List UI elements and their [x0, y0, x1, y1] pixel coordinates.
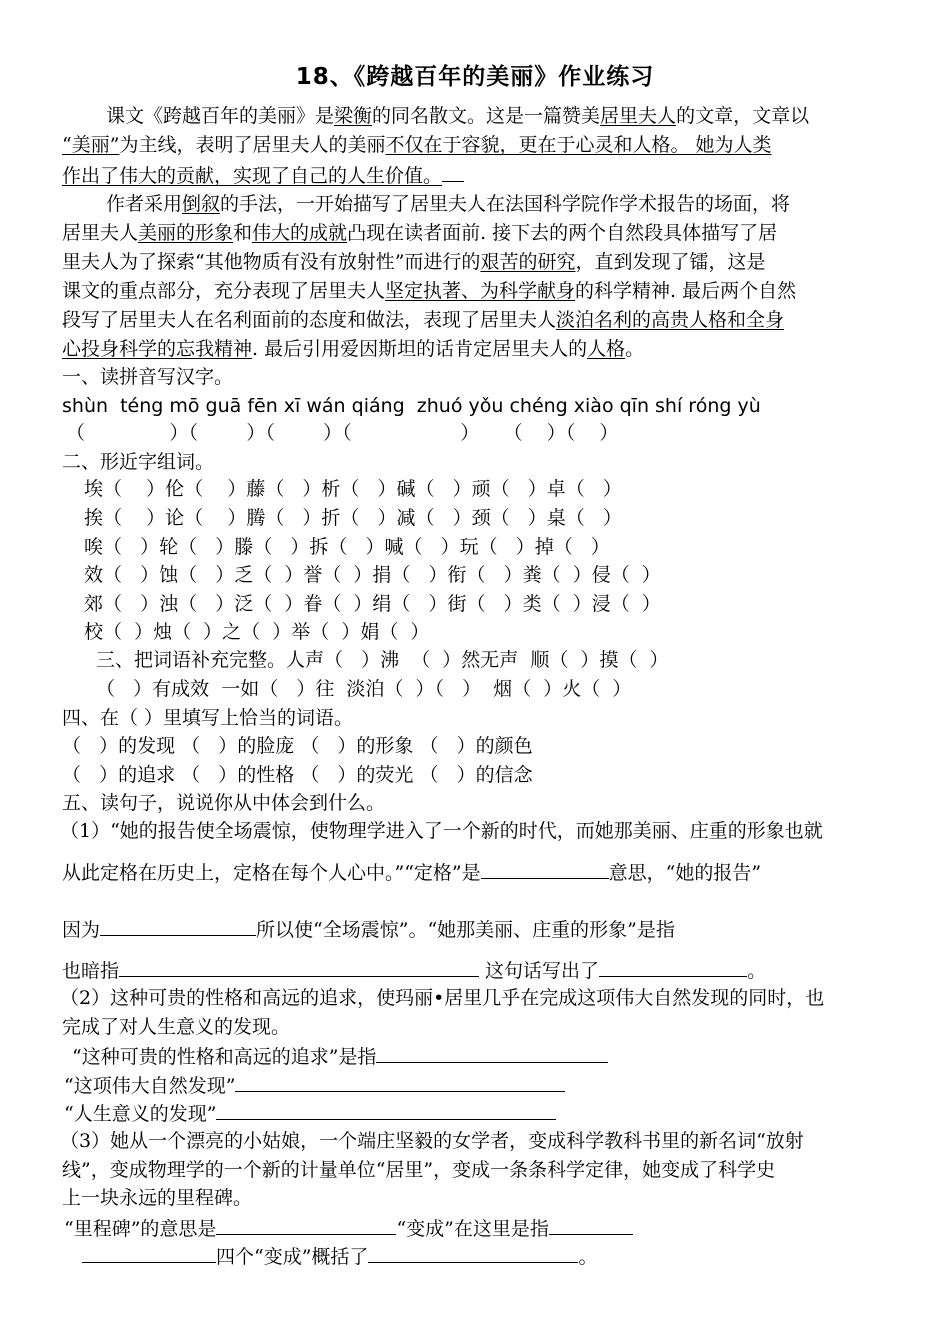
q2-line-2: 完成了对人生意义的发现。	[62, 1016, 291, 1038]
underlined-term: 梁衡	[334, 105, 373, 127]
text: 。	[747, 960, 767, 982]
text: 的手法，一开始描写了居里夫人在法国科学院作学术报告的场面，将	[220, 193, 791, 215]
text: 的文章，文章以	[676, 105, 810, 127]
section-4-heading: 四、在（ ）里填写上恰当的词语。	[62, 707, 354, 729]
q3-line-4	[64, 1214, 633, 1242]
section-5-heading: 五、读句子，说说你从中体会到什么。	[62, 792, 386, 814]
underlined-term: 淡泊名利的高贵人格和全身	[556, 309, 785, 331]
answer-blank[interactable]	[216, 1099, 556, 1120]
worksheet-title: 18、《跨越百年的美丽》作业练习	[295, 64, 655, 90]
text: 作者采用	[106, 193, 183, 215]
intro-p2-line2	[62, 220, 777, 246]
similar-chars-row-6[interactable]: 校（ ）烛（ ）之（ ）举（ ）娟（ ）	[84, 621, 430, 643]
underlined-term: 美丽的形象	[138, 222, 234, 244]
text: 四个“变成”概括了	[216, 1246, 369, 1268]
q2-line-5	[64, 1099, 556, 1127]
underlined-term: “美丽”	[62, 134, 120, 156]
text: 。	[625, 338, 645, 360]
text: 为主线，表明了居里夫人的美丽	[119, 134, 386, 156]
q1-line-1: （1）“她的报告使全场震惊，使物理学进入了一个新的时代，而她那美丽、庄重的形象也就	[60, 820, 823, 842]
q2-line-3	[72, 1042, 608, 1070]
underlined-term: 不仅在于容貌，更在于心灵和人格。 她为人类	[385, 134, 772, 156]
text: 从此定格在历史上，定格在每个人心中。”“定格”是	[62, 862, 481, 884]
q1-line-3	[62, 915, 675, 943]
text: 的同名散文。这是一篇赞美	[372, 105, 601, 127]
text: 里夫人为了探索“其他物质有没有放射性”而进行的	[62, 251, 481, 273]
q3-line-2: 线”，变成物理学的一个新的计量单位“居里”，变成一条条科学定律，她变成了科学史	[62, 1159, 776, 1181]
underlined-term: 作出了伟大的贡献，实现了自己的人生价值。	[62, 165, 443, 187]
text: 和	[233, 222, 253, 244]
text: 意思，“她的报告”	[608, 862, 762, 884]
section-3-line-2[interactable]: （ ）有成效 一如（ ）往 淡泊（ ）（ ） 烟（ ）火（ ）	[96, 678, 632, 700]
text: “变成”在这里是指	[396, 1218, 549, 1240]
text: 段写了居里夫人在名利面前的态度和做法，表现了居里夫人	[62, 309, 557, 331]
similar-chars-row-2[interactable]: 挨（ ）论（ ）腾（ ）折（ ）减（ ）颈（ ）桌（ ）	[84, 507, 622, 529]
q2-line-1: （2）这种可贵的性格和高远的追求，使玛丽•居里几乎在完成这项伟大自然发现的同时，也	[60, 987, 825, 1009]
intro-p2-line5	[62, 307, 784, 333]
intro-p2-line4	[62, 278, 796, 304]
underlined-term: 倒叙	[182, 193, 221, 215]
text: “这种可贵的性格和高远的追求”是指	[72, 1046, 377, 1068]
section-4-row-2[interactable]: （ ）的追求 （ ）的性格 （ ）的荧光 （ ）的信念	[62, 764, 533, 786]
intro-p2-line3	[62, 249, 765, 275]
text: 的科学精神. 最后两个自然	[575, 280, 797, 302]
text: 。	[578, 1246, 598, 1268]
text: “人生意义的发现”	[64, 1103, 217, 1125]
underlined-term: 居里夫人	[600, 105, 677, 127]
text: ，直到发现了镭，这是	[575, 251, 766, 273]
answer-blank[interactable]	[368, 1242, 578, 1263]
intro-p1-line1	[106, 103, 809, 129]
answer-blank[interactable]	[376, 1042, 608, 1063]
text: “这项伟大自然发现”	[64, 1075, 236, 1097]
q3-line-3: 上一块永远的里程碑。	[62, 1187, 253, 1209]
text: 所以使“全场震惊”。“她那美丽、庄重的形象”是指	[256, 919, 675, 941]
section-3-line-1[interactable]: 三、把词语补充完整。人声（ ）沸 （ ）然无声 顺（ ）摸（ ）	[96, 649, 669, 671]
text: 凸现在读者面前. 接下去的两个自然段具体描写了居	[347, 222, 778, 244]
text: 也暗指	[62, 960, 120, 982]
answer-blank[interactable]	[599, 956, 747, 977]
q3-line-5	[82, 1242, 597, 1270]
underline-tail	[442, 161, 464, 182]
text: 这句话写出了	[479, 960, 600, 982]
section-1-heading: 一、读拼音写汉字。	[62, 366, 234, 388]
similar-chars-row-5[interactable]: 郊（ ）浊（ ）泛（ ）眷（ ）绢（ ）街（ ）类（ ）浸（ ）	[84, 593, 661, 615]
underlined-term: 心投身科学的忘我精神	[62, 338, 253, 360]
text: 课文《跨越百年的美丽》是	[106, 105, 335, 127]
q1-line-4	[62, 956, 766, 984]
text: 因为	[62, 919, 101, 941]
answer-blank[interactable]	[82, 1242, 216, 1263]
q3-line-1: （3）她从一个漂亮的小姑娘，一个端庄坚毅的女学者，变成科学教科书里的新名词“放射	[60, 1130, 804, 1152]
intro-p2-line6	[62, 336, 644, 362]
q2-line-4	[64, 1071, 565, 1099]
section-4-row-1[interactable]: （ ）的发现 （ ）的脸庞 （ ）的形象 （ ）的颜色	[62, 735, 533, 757]
underlined-term: 伟大的成就	[252, 222, 348, 244]
intro-p1-line3	[62, 161, 464, 189]
underlined-term: 坚定执著、为科学献身	[385, 280, 576, 302]
answer-blank[interactable]	[549, 1214, 633, 1235]
similar-chars-row-1[interactable]: 埃（ ）伦（ ）藤（ ）析（ ）碱（ ）顽（ ）卓（ ）	[84, 478, 622, 500]
pinyin-line: shùn téng mō guā fēn xī wán qiáng zhuó yǒu chéng xiào qīn shí róng yù	[62, 395, 761, 417]
underlined-term: 人格	[587, 338, 626, 360]
answer-blank[interactable]	[100, 915, 256, 936]
text: 课文的重点部分，充分表现了居里夫人	[62, 280, 386, 302]
text: “里程碑”的意思是	[64, 1218, 217, 1240]
q1-line-2	[62, 858, 761, 886]
intro-p1-line2	[62, 132, 772, 158]
answer-blank[interactable]	[235, 1071, 565, 1092]
similar-chars-row-4[interactable]: 效（ ）蚀（ ）乏（ ）誉（ ）捐（ ）衔（ ）粪（ ）侵（ ）	[84, 564, 661, 586]
answer-blank[interactable]	[481, 858, 609, 879]
answer-blank[interactable]	[216, 1214, 396, 1235]
intro-p2-line1	[106, 191, 790, 217]
text: . 最后引用爱因斯坦的话肯定居里夫人的	[252, 338, 588, 360]
section-2-heading: 二、形近字组词。	[62, 451, 215, 473]
text: 居里夫人	[62, 222, 139, 244]
underlined-term: 艰苦的研究	[480, 251, 576, 273]
answer-blank[interactable]	[119, 956, 479, 977]
pinyin-answer-brackets[interactable]: （ ）（ ）（ ）（ ） （ ）（ ）	[66, 422, 619, 444]
similar-chars-row-3[interactable]: 唉（ ）轮（ ）滕（ ）拆（ ）喊（ ）玩（ ）掉（ ）	[84, 536, 610, 558]
